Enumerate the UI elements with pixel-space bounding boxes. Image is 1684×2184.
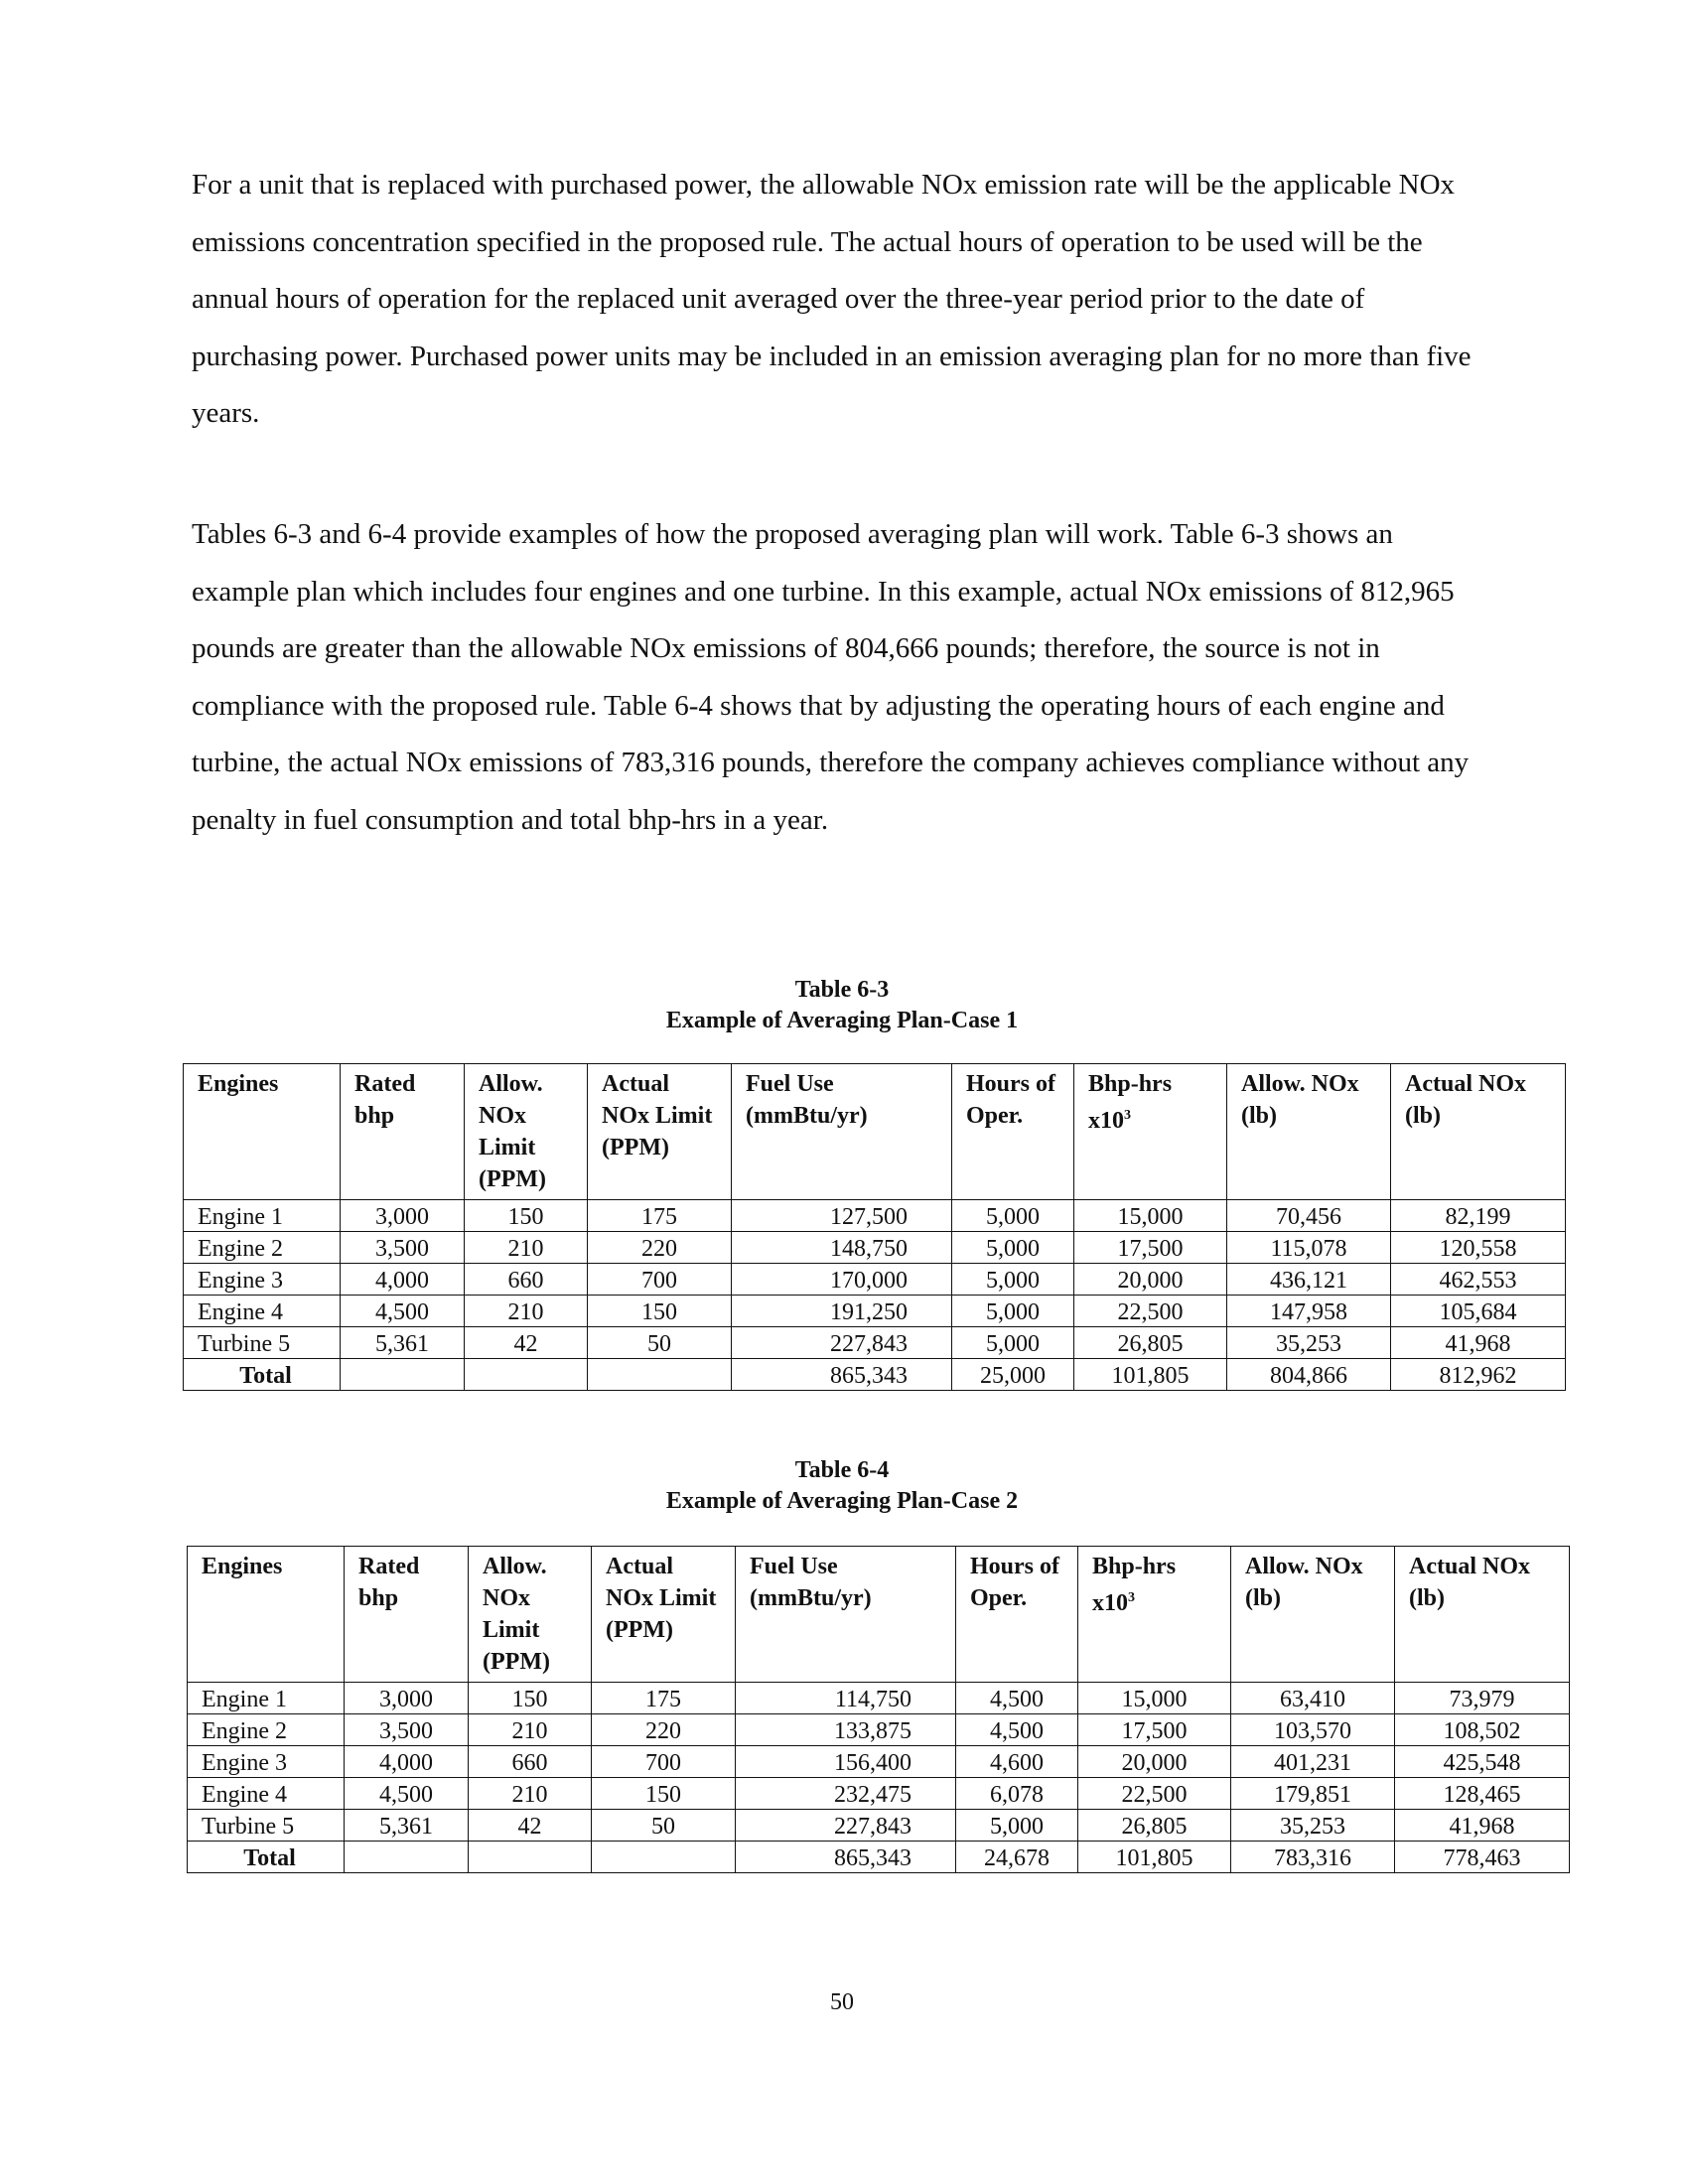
cell-allow-nox: 35,253 xyxy=(1227,1327,1391,1359)
cell-hours: 5,000 xyxy=(952,1200,1074,1232)
cell-actual-nox-limit: 220 xyxy=(592,1714,736,1746)
table-row xyxy=(188,1778,1570,1810)
cell-fuel-use: 156,400 xyxy=(736,1746,956,1778)
table-6-4-subtitle: Example of Averaging Plan-Case 2 xyxy=(665,1488,1019,1514)
cell-rated-bhp: 5,361 xyxy=(345,1810,469,1842)
cell-allow-nox-limit: 210 xyxy=(465,1296,588,1327)
cell-fuel-use: 232,475 xyxy=(736,1778,956,1810)
cell-engines: Engine 3 xyxy=(188,1746,345,1778)
cell-actual-nox: 128,465 xyxy=(1395,1778,1570,1810)
cell-allow-nox-limit: 210 xyxy=(469,1778,592,1810)
cell-rated-bhp: 4,000 xyxy=(341,1264,465,1296)
cell-hours: 5,000 xyxy=(952,1296,1074,1327)
cell-allow-nox-limit xyxy=(469,1842,592,1873)
cell-allow-nox-limit: 42 xyxy=(469,1810,592,1842)
col-actual-nox: Actual NOx (lb) xyxy=(1395,1547,1570,1683)
cell-actual-nox: 812,962 xyxy=(1391,1359,1566,1391)
cell-hours: 24,678 xyxy=(956,1842,1078,1873)
table-6-3 xyxy=(183,1063,1566,1391)
table-6-3-title: Table 6-3 xyxy=(794,977,890,1003)
col-actual-nox-limit: Actual NOx Limit (PPM) xyxy=(592,1547,736,1683)
cell-actual-nox: 462,553 xyxy=(1391,1264,1566,1296)
col-hours: Hours of Oper. xyxy=(952,1064,1074,1200)
cell-actual-nox-limit: 50 xyxy=(588,1327,732,1359)
bhp-hrs-exponent: 3 xyxy=(1124,1108,1131,1123)
cell-allow-nox: 103,570 xyxy=(1231,1714,1395,1746)
cell-actual-nox: 778,463 xyxy=(1395,1842,1570,1873)
table-row xyxy=(184,1200,1566,1232)
col-fuel-use: Fuel Use (mmBtu/yr) xyxy=(736,1547,956,1683)
cell-hours: 5,000 xyxy=(952,1264,1074,1296)
cell-allow-nox-limit: 210 xyxy=(465,1232,588,1264)
cell-engines: Engine 1 xyxy=(188,1683,345,1714)
cell-allow-nox-limit: 660 xyxy=(465,1264,588,1296)
cell-allow-nox: 179,851 xyxy=(1231,1778,1395,1810)
cell-rated-bhp: 3,000 xyxy=(341,1200,465,1232)
table-header-row xyxy=(188,1547,1570,1683)
cell-engines: Engine 2 xyxy=(188,1714,345,1746)
cell-actual-nox: 108,502 xyxy=(1395,1714,1570,1746)
cell-fuel-use: 227,843 xyxy=(736,1810,956,1842)
cell-allow-nox: 804,866 xyxy=(1227,1359,1391,1391)
cell-actual-nox: 73,979 xyxy=(1395,1683,1570,1714)
cell-fuel-use: 114,750 xyxy=(736,1683,956,1714)
cell-actual-nox-limit: 150 xyxy=(588,1296,732,1327)
col-bhp-hrs xyxy=(1074,1064,1227,1200)
cell-allow-nox-limit: 150 xyxy=(465,1200,588,1232)
cell-fuel-use: 191,250 xyxy=(732,1296,952,1327)
cell-allow-nox: 35,253 xyxy=(1231,1810,1395,1842)
cell-rated-bhp xyxy=(341,1359,465,1391)
cell-bhp-hrs: 22,500 xyxy=(1074,1296,1227,1327)
cell-hours: 6,078 xyxy=(956,1778,1078,1810)
cell-actual-nox: 82,199 xyxy=(1391,1200,1566,1232)
cell-rated-bhp: 4,500 xyxy=(345,1778,469,1810)
table-row xyxy=(184,1232,1566,1264)
cell-actual-nox: 425,548 xyxy=(1395,1746,1570,1778)
cell-actual-nox-limit: 150 xyxy=(592,1778,736,1810)
cell-hours: 4,500 xyxy=(956,1714,1078,1746)
cell-hours: 25,000 xyxy=(952,1359,1074,1391)
cell-allow-nox: 63,410 xyxy=(1231,1683,1395,1714)
table-row xyxy=(184,1327,1566,1359)
table-6-3-caption xyxy=(0,975,1684,1036)
cell-fuel-use: 148,750 xyxy=(732,1232,952,1264)
col-allow-nox: Allow. NOx (lb) xyxy=(1227,1064,1391,1200)
cell-actual-nox-limit: 700 xyxy=(588,1264,732,1296)
cell-allow-nox: 783,316 xyxy=(1231,1842,1395,1873)
cell-allow-nox: 147,958 xyxy=(1227,1296,1391,1327)
cell-engines: Turbine 5 xyxy=(184,1327,341,1359)
cell-actual-nox-limit: 175 xyxy=(592,1683,736,1714)
cell-allow-nox: 70,456 xyxy=(1227,1200,1391,1232)
bhp-hrs-exponent: 3 xyxy=(1128,1590,1135,1605)
col-allow-nox-limit: Allow. NOx Limit (PPM) xyxy=(469,1547,592,1683)
col-engines: Engines xyxy=(184,1064,341,1200)
cell-bhp-hrs: 17,500 xyxy=(1078,1714,1231,1746)
cell-engines: Engine 1 xyxy=(184,1200,341,1232)
cell-bhp-hrs: 17,500 xyxy=(1074,1232,1227,1264)
cell-engines: Engine 2 xyxy=(184,1232,341,1264)
cell-engines: Total xyxy=(184,1359,341,1391)
cell-bhp-hrs: 15,000 xyxy=(1078,1683,1231,1714)
col-actual-nox-limit: Actual NOx Limit (PPM) xyxy=(588,1064,732,1200)
table-total-row xyxy=(184,1359,1566,1391)
intro-paragraph: For a unit that is replaced with purchased power, the allowable NOx emission rate will be the applicable NOx emissions concentration specified in the proposed rule. The actual hours of operation to be used will be the annual hours of operation for the replaced unit averaged over the three-year period prior to the date of purchasing power. Purchased power units may be included in an emission averaging plan for no more than five years. xyxy=(192,169,1472,429)
bhp-hrs-label: Bhp-hrs x10 xyxy=(1088,1071,1173,1134)
cell-hours: 5,000 xyxy=(956,1810,1078,1842)
cell-rated-bhp: 3,500 xyxy=(341,1232,465,1264)
table-row xyxy=(184,1296,1566,1327)
cell-rated-bhp: 4,500 xyxy=(341,1296,465,1327)
table-6-3-subtitle: Example of Averaging Plan-Case 1 xyxy=(665,1008,1019,1033)
cell-engines: Engine 4 xyxy=(184,1296,341,1327)
col-hours: Hours of Oper. xyxy=(956,1547,1078,1683)
cell-bhp-hrs: 15,000 xyxy=(1074,1200,1227,1232)
cell-actual-nox-limit: 175 xyxy=(588,1200,732,1232)
cell-fuel-use: 865,343 xyxy=(732,1359,952,1391)
cell-bhp-hrs: 101,805 xyxy=(1078,1842,1231,1873)
cell-allow-nox: 115,078 xyxy=(1227,1232,1391,1264)
cell-bhp-hrs: 26,805 xyxy=(1074,1327,1227,1359)
cell-fuel-use: 133,875 xyxy=(736,1714,956,1746)
cell-allow-nox: 401,231 xyxy=(1231,1746,1395,1778)
cell-hours: 4,600 xyxy=(956,1746,1078,1778)
col-rated-bhp: Rated bhp xyxy=(341,1064,465,1200)
cell-engines: Turbine 5 xyxy=(188,1810,345,1842)
cell-actual-nox-limit xyxy=(592,1842,736,1873)
col-fuel-use: Fuel Use (mmBtu/yr) xyxy=(732,1064,952,1200)
cell-actual-nox-limit: 50 xyxy=(592,1810,736,1842)
col-actual-nox: Actual NOx (lb) xyxy=(1391,1064,1566,1200)
table-total-row xyxy=(188,1842,1570,1873)
cell-rated-bhp: 5,361 xyxy=(341,1327,465,1359)
cell-actual-nox: 41,968 xyxy=(1391,1327,1566,1359)
table-row xyxy=(188,1683,1570,1714)
cell-actual-nox: 105,684 xyxy=(1391,1296,1566,1327)
table-6-4-caption xyxy=(0,1455,1684,1517)
cell-engines: Total xyxy=(188,1842,345,1873)
cell-engines: Engine 4 xyxy=(188,1778,345,1810)
cell-allow-nox-limit: 42 xyxy=(465,1327,588,1359)
cell-rated-bhp: 3,500 xyxy=(345,1714,469,1746)
cell-actual-nox-limit: 700 xyxy=(592,1746,736,1778)
cell-bhp-hrs: 26,805 xyxy=(1078,1810,1231,1842)
cell-allow-nox-limit xyxy=(465,1359,588,1391)
col-engines: Engines xyxy=(188,1547,345,1683)
bhp-hrs-label: Bhp-hrs x10 xyxy=(1092,1554,1177,1616)
cell-bhp-hrs: 20,000 xyxy=(1074,1264,1227,1296)
col-allow-nox-limit: Allow. NOx Limit (PPM) xyxy=(465,1064,588,1200)
page-number: 50 xyxy=(830,1989,854,2015)
cell-hours: 5,000 xyxy=(952,1232,1074,1264)
cell-rated-bhp: 4,000 xyxy=(345,1746,469,1778)
table-header-row xyxy=(184,1064,1566,1200)
table-row xyxy=(188,1810,1570,1842)
cell-bhp-hrs: 22,500 xyxy=(1078,1778,1231,1810)
tables-explanation-paragraph: Tables 6-3 and 6-4 provide examples of how the proposed averaging plan will work. Table 6-3 shows an example plan which includes four engines and one turbine. In this example, actual NOx emissions of 812,965 pounds are greater than the allowable NOx emissions of 804,666 pounds; therefore, the source is not in compliance with the proposed rule. Table 6-4 shows that by adjusting the operating hours of each engine and turbine, the actual NOx emissions of 783,316 pounds, therefore the company achieves compliance without any penalty in fuel consumption and total bhp-hrs in a year. xyxy=(192,518,1470,836)
cell-fuel-use: 865,343 xyxy=(736,1842,956,1873)
cell-actual-nox: 41,968 xyxy=(1395,1810,1570,1842)
cell-bhp-hrs: 101,805 xyxy=(1074,1359,1227,1391)
table-6-4-title: Table 6-4 xyxy=(794,1457,890,1483)
cell-bhp-hrs: 20,000 xyxy=(1078,1746,1231,1778)
cell-hours: 5,000 xyxy=(952,1327,1074,1359)
table-row xyxy=(188,1746,1570,1778)
cell-fuel-use: 127,500 xyxy=(732,1200,952,1232)
cell-actual-nox-limit: 220 xyxy=(588,1232,732,1264)
col-rated-bhp: Rated bhp xyxy=(345,1547,469,1683)
col-bhp-hrs xyxy=(1078,1547,1231,1683)
cell-actual-nox: 120,558 xyxy=(1391,1232,1566,1264)
cell-allow-nox-limit: 660 xyxy=(469,1746,592,1778)
cell-engines: Engine 3 xyxy=(184,1264,341,1296)
col-allow-nox: Allow. NOx (lb) xyxy=(1231,1547,1395,1683)
cell-allow-nox: 436,121 xyxy=(1227,1264,1391,1296)
table-6-4 xyxy=(187,1546,1570,1873)
cell-hours: 4,500 xyxy=(956,1683,1078,1714)
cell-allow-nox-limit: 210 xyxy=(469,1714,592,1746)
table-row xyxy=(184,1264,1566,1296)
cell-rated-bhp xyxy=(345,1842,469,1873)
cell-rated-bhp: 3,000 xyxy=(345,1683,469,1714)
cell-actual-nox-limit xyxy=(588,1359,732,1391)
table-row xyxy=(188,1714,1570,1746)
cell-fuel-use: 170,000 xyxy=(732,1264,952,1296)
cell-allow-nox-limit: 150 xyxy=(469,1683,592,1714)
cell-fuel-use: 227,843 xyxy=(732,1327,952,1359)
